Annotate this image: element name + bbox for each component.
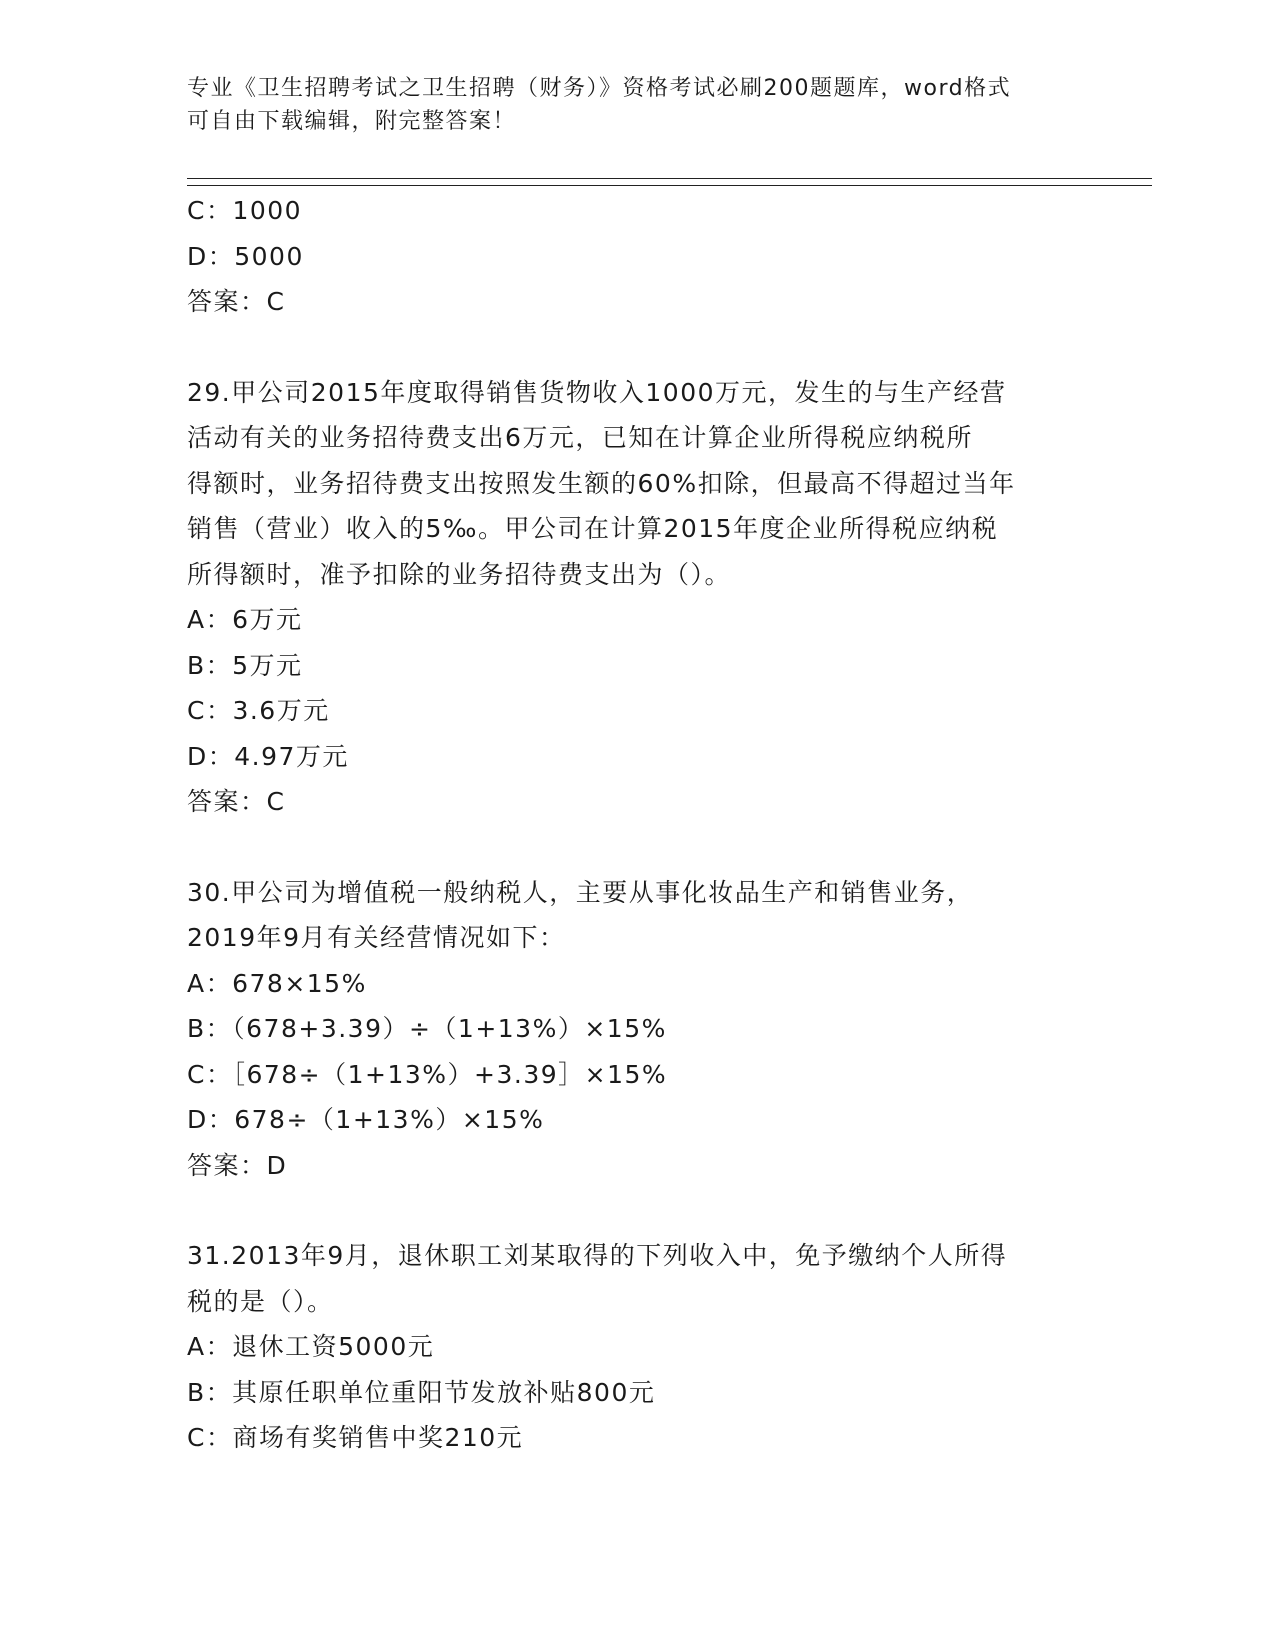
question-31 [187, 1233, 1087, 1461]
option-b: B：5万元 [187, 650, 303, 680]
question-text-line: 所得额时，准予扣除的业务招待费支出为（）。 [187, 559, 732, 589]
question-29 [187, 370, 1087, 825]
question-text-line: 税的是（）。 [187, 1286, 334, 1316]
header-divider [187, 178, 1152, 186]
question-30 [187, 870, 1087, 1189]
question-text-line: 销售（营业）收入的5‰。甲公司在计算2015年度企业所得税应纳税 [187, 514, 999, 543]
question-text-line: 30.甲公司为增值税一般纳税人，主要从事化妆品生产和销售业务， [187, 877, 974, 907]
option-d: D：4.97万元 [187, 741, 349, 771]
option-c: C：3.6万元 [187, 696, 330, 725]
option-c: C：［678÷（1+13%）+3.39］×15% [187, 1059, 668, 1089]
document-body [187, 188, 1087, 1461]
option-a: A：678×15% [187, 968, 367, 998]
option-a: A：退休工资5000元 [187, 1332, 435, 1361]
option-d: D：5000 [187, 241, 304, 271]
answer: 答案：C [187, 787, 286, 816]
question-text-line: 31.2013年9月，退休职工刘某取得的下列收入中，免予缴纳个人所得 [187, 1241, 1008, 1270]
page-header [187, 72, 1087, 138]
question-text-line: 得额时，业务招待费支出按照发生额的60%扣除，但最高不得超过当年 [187, 468, 1016, 498]
previous-question-tail [187, 188, 1087, 325]
header-title-line-2: 可自由下载编辑，附完整答案！ [187, 109, 517, 134]
header-title-line-1: 专业《卫生招聘考试之卫生招聘（财务）》资格考试必刷200题题库，word格式 [187, 76, 1012, 101]
answer: 答案：C [187, 287, 286, 316]
question-text-line: 29.甲公司2015年度取得销售货物收入1000万元，发生的与生产经营 [187, 377, 1007, 407]
option-c: C：商场有奖销售中奖210元 [187, 1423, 524, 1452]
question-text-line: 2019年9月有关经营情况如下： [187, 923, 566, 952]
question-text-line: 活动有关的业务招待费支出6万元，已知在计算企业所得税应纳税所 [187, 423, 973, 452]
option-d: D：678÷（1+13%）×15% [187, 1105, 545, 1134]
option-b: B：其原任职单位重阳节发放补贴800元 [187, 1377, 656, 1407]
option-b: B：（678+3.39）÷（1+13%）×15% [187, 1014, 667, 1043]
answer: 答案：D [187, 1150, 288, 1180]
option-a: A：6万元 [187, 605, 303, 634]
option-c: C：1000 [187, 196, 303, 225]
